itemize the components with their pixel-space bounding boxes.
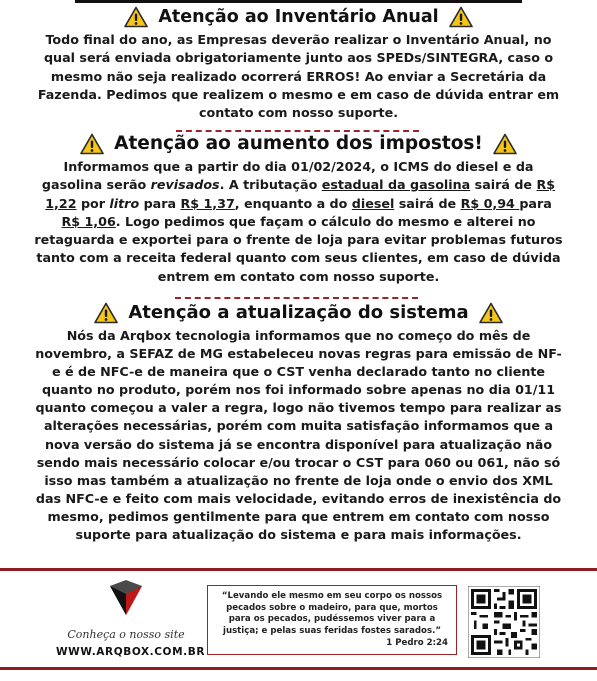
top-divider	[75, 0, 522, 3]
warning-icon	[94, 302, 118, 324]
text-run: , enquanto a do	[234, 195, 352, 211]
site-slogan: Conheça o nosso site	[67, 628, 185, 641]
text-run: sairá de	[470, 177, 537, 193]
notice-title: Atenção ao Inventário Anual	[158, 7, 439, 27]
text-run: diesel	[351, 195, 395, 211]
text-run: estadual da gasolina	[321, 177, 471, 193]
warning-icon	[493, 133, 517, 155]
text-run: sairá de	[394, 195, 461, 211]
qr-code[interactable]	[468, 586, 540, 658]
price: R$ 1,22	[45, 177, 556, 211]
warning-icon	[124, 6, 148, 28]
footer-top-border	[0, 568, 597, 571]
text-run: Informamos que a partir do dia 01/02/2024, o ICMS do diesel e da gasolina serão	[41, 159, 534, 193]
notice-title: Atenção a atualização do sistema	[128, 302, 469, 323]
text-run: por	[76, 195, 110, 211]
text-run: para	[519, 195, 552, 211]
footer-bottom-border	[0, 667, 597, 670]
notice-heading	[34, 5, 563, 29]
price: R$ 1,37	[180, 195, 235, 211]
notice-heading	[34, 131, 563, 156]
bible-quote-box	[207, 585, 457, 655]
footer	[0, 572, 597, 668]
text-run: para	[139, 195, 181, 211]
text-run: . A tributação	[219, 177, 322, 193]
warning-icon	[80, 133, 104, 155]
notice-heading	[34, 300, 563, 325]
text-run: litro	[109, 195, 140, 211]
text-run: . Logo pedimos que façam o cálculo do mesmo e alterei no retaguarda e exportei para o frente de loja para evitar problemas futuros tanto com a receita federal quanto com seus clientes, em caso de dúvida entrem em contato com nosso suporte.	[34, 213, 563, 284]
quote-reference: 1 Pedro 2:24	[386, 638, 448, 648]
notice-body: Nós da Arqbox tecnologia informamos que no começo do mês de novembro, a SEFAZ de MG estabeleceu novas regras para emissão de NF-e é de NFC-e de maneira que o CST venha declarado tanto no cliente quanto no produto, porém nos foi informado sobre apenas no dia 01/11 quanto começou a valer a regra, logo não tivemos tempo para realizar as alterações necessárias, porém com muita satisfação informamos que a nova versão do sistema já se encontra disponível para atualização não sendo mais necessário colocar e/ou trocar o CST para 060 ou 061, não só isso mas também a atualização no frente de loja onde o envio dos XML das NFC-e e feito com mais velocidade, evitando erros de inexistência do mesmo, pedimos gentilmente para que entrem em contato com nosso suporte para atualização do sistema e para mais informações.	[35, 328, 562, 543]
warning-icon	[449, 6, 473, 28]
warning-icon	[479, 302, 503, 324]
price: R$ 1,06	[61, 213, 116, 229]
notice-title: Atenção ao aumento dos impostos!	[114, 133, 483, 154]
price: R$ 0,94	[460, 195, 520, 211]
arqbox-logo	[106, 580, 146, 618]
quote-text: “Levando ele mesmo em seu corpo os nossos pecados sobre o madeiro, para que, mortos para os pecados, pudéssemos viver para a justiça; e pelas suas feridas fostes sarados.”	[221, 591, 443, 636]
notice-impostos	[34, 131, 563, 286]
notice-inventario	[34, 5, 563, 122]
brand-block	[56, 580, 206, 658]
notice-atualizacao	[34, 300, 563, 544]
notice-body: Todo final do ano, as Empresas deverão realizar o Inventário Anual, no qual será enviada obrigatoriamente junto aos SPEDs/SINTEGRA, caso o mesmo não seja realizado ocorrerá ERROS! Ao enviar a Secretária da Fazenda. Pedimos que realizem o mesmo e em caso de dúvida entrar em contato com nosso suporte.	[37, 32, 560, 121]
text-run: revisados	[150, 177, 220, 193]
notice-body	[34, 158, 563, 286]
dashed-divider	[175, 297, 418, 299]
website-link[interactable]: WWW.ARQBOX.COM.BR	[56, 646, 206, 658]
